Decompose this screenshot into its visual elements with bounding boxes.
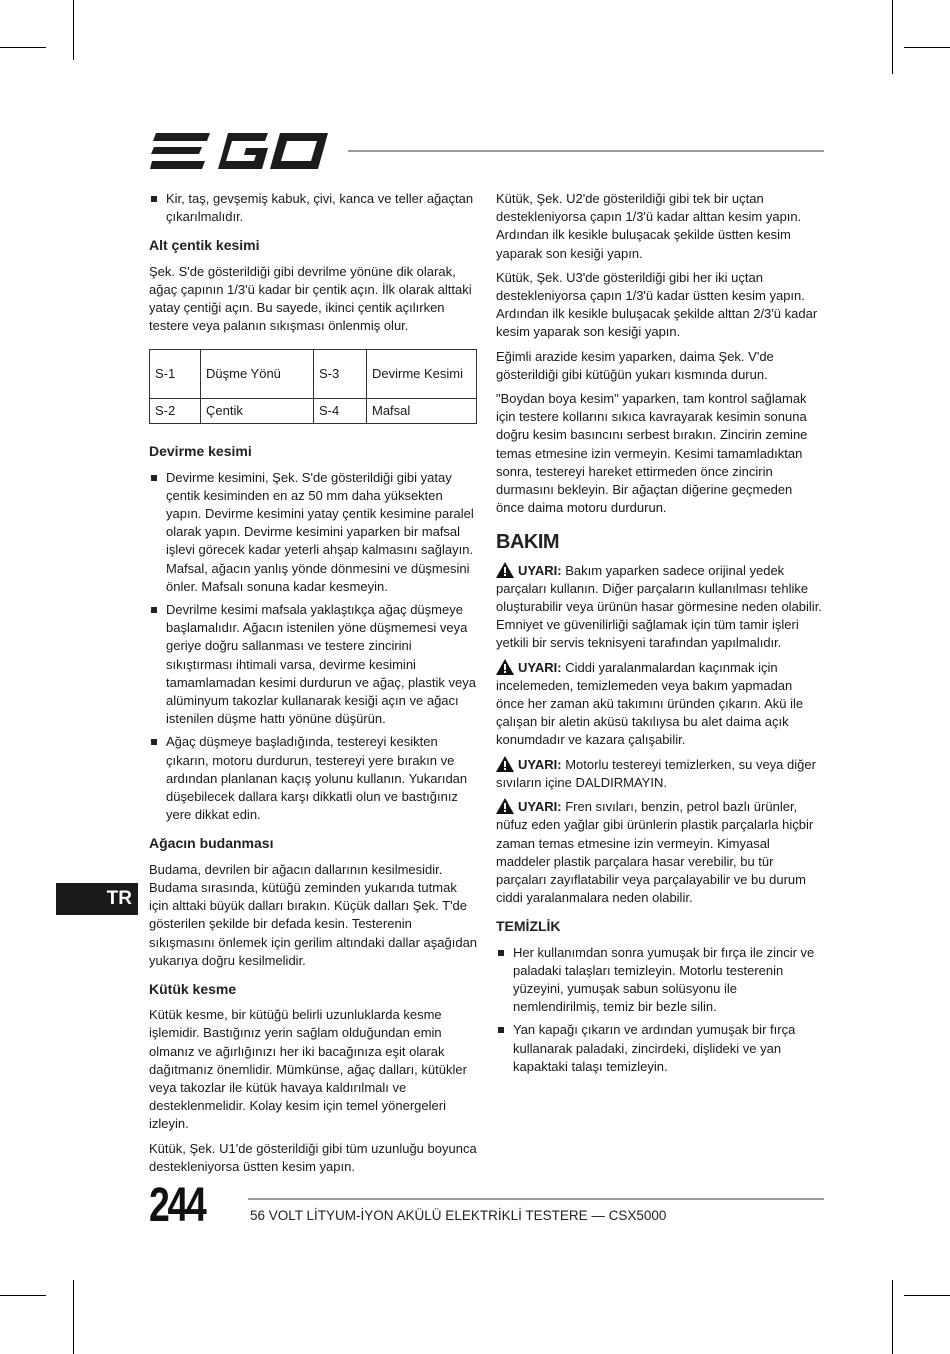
list-item: Devrilme kesimi mafsala yaklaştıkça ağaç düşmeye başlamalıdır. Ağacın istenilen yöne düşmemesi veya geriye doğru sallanması ve testere zincirini sıkıştırması ihtimali varsa, devirme kesimini tamamlamadan kesimi durdurun ve ağaç, plastik veya alüminyum takozlar kullanarak kesiği açın ve ağacı istenilen düşme hattı yönüne düşürün.	[149, 601, 479, 728]
paragraph: "Boydan boya kesim" yaparken, tam kontrol sağlamak için testere kollarını sıkıca kavrayarak kesimin sonuna doğru kesim basıncını serbest bırakın. Zincirin zemine temas etmesine izin vermeyin. Kesimi tamamladıktan sonra, testereyi hareket ettirmeden önce zincirin durmasını bekleyin. Bir ağaçtan diğerine geçmeden önce daima motoru durdurun.	[496, 391, 808, 516]
paragraph: Kütük, Şek. U2'de gösterildiği gibi tek bir uçtan destekleniyorsa çapın 1/3'ü kadar alttan kesim yapın. Ardından ilk kesikle buluşacak şekilde üstten kesim yaparak son kesiği yapın.	[496, 191, 802, 261]
crop-mark	[892, 1280, 893, 1354]
list-item: Devirme kesimini, Şek. S'de gösterildiği gibi yatay çentik kesiminden en az 50 mm daha yüksekten yapın. Devirme kesimini yatay çentik kesimine paralel olarak yapın. Devirme kesimini yaparken bir mafsal işlevi görecek kadar yeterli ahşap kalmasını sağlayın. Mafsal, ağacın yanlış yönde dönmesini ve düşmesini önler. Mafsalı sonuna kadar kesmeyin.	[149, 469, 479, 596]
warning-triangle-icon	[496, 562, 514, 578]
paragraph: Kütük kesme, bir kütüğü belirli uzunluklarda kesme işlemidir. Bastığınız yerin sağlam olduğundan emin olmanız ve ağırlığınızı her iki bacağınıza eşit olarak dağıtmanız önemlidir. Mümkünse, ağaç dalları, kütükler veya takozlar ile kütük havaya kaldırılmalı ve desteklenmelidir. Kolay kesim için temel yönergeleri izleyin.	[149, 1007, 467, 1132]
paragraph: Eğimli arazide kesim yaparken, daima Şek. V'de gösterildiği gibi kütüğün yukarı kısmında durun.	[496, 348, 774, 382]
section-heading-devirme: Devirme kesimi	[149, 443, 252, 460]
language-tab: TR	[56, 883, 138, 915]
figure-legend-table	[149, 349, 477, 424]
crop-mark	[73, 0, 74, 60]
warning-block	[496, 798, 822, 907]
warning-label: UYARI:	[518, 756, 562, 772]
crop-mark	[0, 1295, 46, 1296]
warning-label: UYARI:	[518, 799, 562, 815]
table-cell: S-1	[150, 350, 201, 399]
intro-list	[149, 190, 479, 226]
table-cell: Düşme Yönü	[201, 350, 314, 399]
warning-label: UYARI:	[518, 659, 562, 675]
table-cell: Mafsal	[367, 399, 477, 424]
warning-block	[496, 562, 822, 653]
paragraph: Kütük, Şek. U3'de gösterildiği gibi her iki uçtan destekleniyorsa çapın 1/3'ü kadar üstten kesim yapın. Ardından ilk kesikle buluşacak şekilde alttan 2/3'ü kadar kesim yaparak son kesiği yapın.	[496, 269, 818, 340]
table-cell: S-3	[314, 350, 367, 399]
section-heading-kutuk: Kütük kesme	[149, 980, 237, 997]
footer-title: 56 VOLT LİTYUM-İYON AKÜLÜ ELEKTRİKLİ TESTERE — CSX5000	[250, 1208, 667, 1223]
header-rule	[348, 150, 824, 152]
table-cell: S-2	[150, 399, 201, 424]
left-column	[149, 190, 479, 1182]
warning-label: UYARI:	[518, 562, 562, 578]
temizlik-list	[496, 944, 822, 1076]
table-row	[150, 399, 477, 424]
section-heading-budanma: Ağacın budanması	[149, 835, 274, 852]
warning-block	[496, 659, 822, 750]
crop-mark	[904, 47, 950, 48]
paragraph: Budama, devrilen bir ağacın dallarının kesilmesidir. Budama sırasında, kütüğü zeminden yukarıda tutmak için alttaki büyük dalları bırakın. Küçük dalları Şek. T'de gösterilen şekilde bir defada kesin. Testerenin sıkışmasını önlemek için gerilim altındaki dallar aşağıdan yukarıya doğru kesilmelidir.	[149, 861, 478, 968]
section-heading-alt-centik: Alt çentik kesimi	[149, 237, 260, 254]
list-item: Her kullanımdan sonra yumuşak bir fırça ile zincir ve paladaki talaşları temizleyin. Motorlu testerenin yüzeyini, yumuşak sabun solüsyonu ile nemlendirilmiş, temiz bir bezle silin.	[496, 944, 822, 1017]
warning-block	[496, 756, 822, 792]
section-heading-temizlik: TEMİZLİK	[496, 918, 561, 935]
section-heading-bakim: BAKIM	[496, 531, 560, 554]
paragraph: Kütük, Şek. U1'de gösterildiği gibi tüm uzunluğu boyunca destekleniyorsa üstten kesim yapın.	[149, 1140, 477, 1174]
warning-text: Fren sıvıları, benzin, petrol bazlı ürünler, nüfuz eden yağlar gibi ürünlerin plastik parçalarla hiçbir zaman temas etmesine izin vermeyin. Kimyasal maddeler plastik parçalara hasar verebilir, bu tür parçaları zayıflatabilir veya parçalayabilir ve bu durum ciddi yaralanmalara neden olabilir.	[496, 799, 814, 906]
list-item: Kir, taş, gevşemiş kabuk, çivi, kanca ve teller ağaçtan çıkarılmalıdır.	[149, 190, 479, 226]
paragraph: Şek. S'de gösterildiği gibi devrilme yönüne dik olarak, ağaç çapının 1/3'ü kadar bir çentik açın. İlk olarak alttaki yatay çentiği açın. Bu sayede, ikinci çentik açılırken testere veya palanın sıkışması önlenmiş olur.	[149, 263, 472, 334]
table-cell: Çentik	[201, 399, 314, 424]
warning-text: Motorlu testereyi temizlerken, su veya diğer sıvıların içine DALDIRMAYIN.	[496, 756, 816, 790]
warning-text: Ciddi yaralanmalardan kaçınmak için incelemeden, temizlemeden veya bakım yapmadan önce her zaman akü takımını üründen çıkarın. Akü ile çalışan bir aletin aküsü takılıysa bu alet daima açık konumdadır ve kazara çalışabilir.	[496, 659, 804, 748]
right-column	[496, 190, 822, 1082]
table-cell: Devirme Kesimi	[367, 350, 477, 399]
warning-triangle-icon	[496, 798, 514, 814]
crop-mark	[904, 1295, 950, 1296]
crop-mark	[0, 47, 46, 48]
warning-triangle-icon	[496, 659, 514, 675]
footer-rule	[248, 1198, 824, 1200]
table-cell: S-4	[314, 399, 367, 424]
page-number: 244	[149, 1179, 205, 1232]
warning-triangle-icon	[496, 756, 514, 772]
crop-mark	[73, 1280, 74, 1354]
warning-text: Bakım yaparken sadece orijinal yedek parçaları kullanın. Diğer parçaların kullanılması tehlike oluşturabilir veya ürünün hasar görmesine neden olabilir. Emniyet ve güvenilirliği sağlamak için tüm tamir işleri yetkili bir servis teknisyeni tarafından yapılmalıdır.	[496, 562, 822, 651]
list-item: Ağaç düşmeye başladığında, testereyi kesikten çıkarın, motoru durdurun, testereyi yere bırakın ve ardından planlanan kaçış yolunu kullanın. Yukarıdan düşebilecek dallara karşı dikkatli olun ve bastığınız yere dikkat edin.	[149, 733, 479, 824]
list-item: Yan kapağı çıkarın ve ardından yumuşak bir fırça kullanarak paladaki, zincirdeki, dişlideki ve yan kapaktaki talaşı temizleyin.	[496, 1021, 822, 1076]
ego-logo	[150, 131, 330, 171]
table-row	[150, 350, 477, 399]
devirme-list	[149, 469, 479, 825]
crop-mark	[892, 0, 893, 74]
